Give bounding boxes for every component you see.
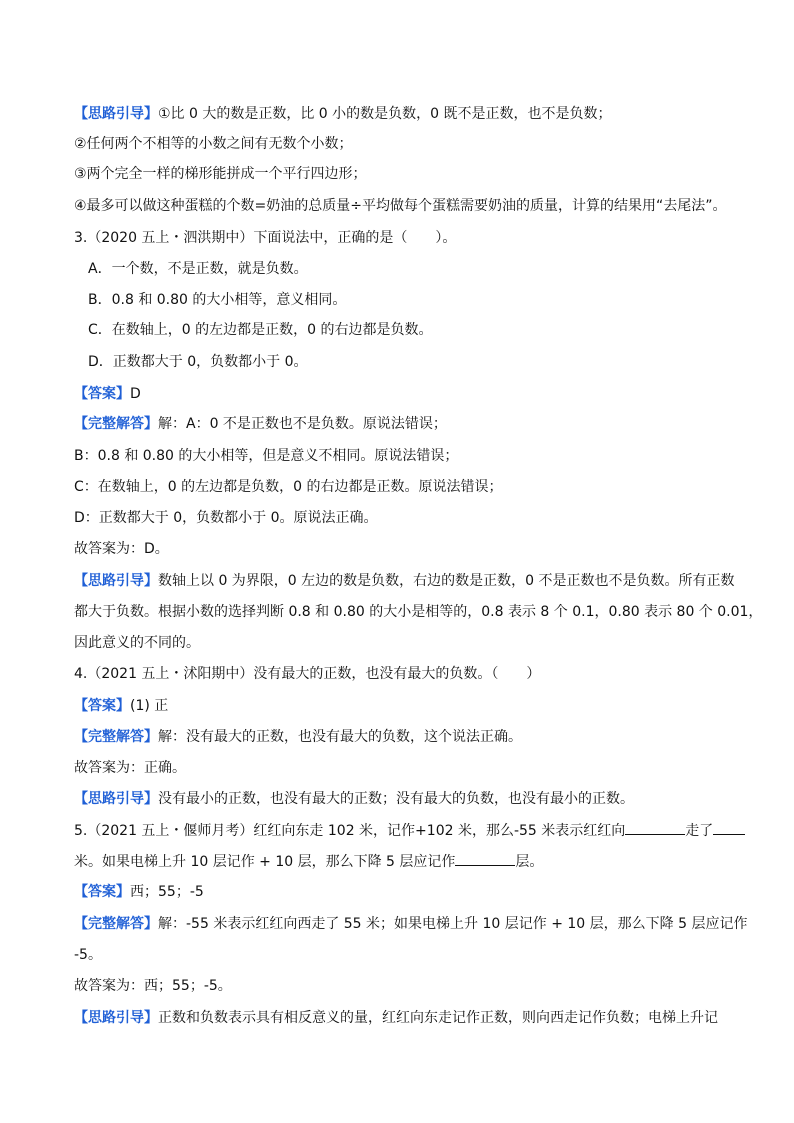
q5-solution-line-1 — [74, 914, 764, 934]
full-answer-tag: 【完整解答】 — [74, 916, 158, 932]
q5-stem-d: 层。 — [515, 854, 544, 870]
thinking-tag: 【思路引导】 — [74, 573, 158, 589]
answer-tag: 【答案】 — [74, 386, 130, 402]
q3-thinking-text: 数轴上以 0 为界限，0 左边的数是负数，右边的数是正数，0 不是正数也不是负数。所有正数 — [158, 573, 735, 589]
q5-thinking-text: 正数和负数表示具有相反意义的量，红红向东走记作正数，则向西走记作负数；电梯上升记 — [158, 1010, 718, 1026]
q5-answer — [74, 882, 764, 902]
thinking-tag: 【思路引导】 — [74, 106, 158, 122]
q5-blank-3[interactable] — [455, 851, 515, 866]
q5-solution-line-2: -5。 — [74, 947, 102, 963]
thinking-tag: 【思路引导】 — [74, 791, 158, 807]
q4-answer — [74, 696, 764, 716]
q5-thinking — [74, 1008, 764, 1028]
q3-solution-line-1 — [74, 414, 764, 434]
answer-tag: 【答案】 — [74, 884, 130, 900]
q4-solution-text: 解：没有最大的正数，也没有最大的负数，这个说法正确。 — [158, 729, 522, 745]
answer-tag: 【答案】 — [74, 698, 130, 714]
q5-blank-2[interactable] — [713, 820, 745, 835]
q4-conclusion: 故答案为：正确。 — [74, 760, 186, 776]
thinking-tag: 【思路引导】 — [74, 1010, 158, 1026]
q4-stem: 4.（2021 五上・沭阳期中）没有最大的正数，也没有最大的负数。（ ） — [74, 666, 541, 682]
q5-conclusion: 故答案为：西；55；-5。 — [74, 978, 232, 994]
full-answer-tag: 【完整解答】 — [74, 729, 158, 745]
q5-blank-1[interactable] — [625, 820, 685, 835]
q3-solution-line-2: B：0.8 和 0.80 的大小相等，但是意义不相同。原说法错误； — [74, 448, 459, 464]
prev-thinking-line-1 — [74, 104, 764, 124]
q3-answer-value: D — [130, 386, 141, 402]
prev-analysis-line-3: ③两个完全一样的梯形能拼成一个平行四边形； — [74, 166, 367, 182]
q3-option-c: C．在数轴上，0 的左边都是正数，0 的右边都是负数。 — [88, 322, 433, 338]
q3-option-a: A．一个数，不是正数，就是负数。 — [88, 261, 308, 277]
prev-analysis-line-4: ④最多可以做这种蛋糕的个数=奶油的总质量÷平均做每个蛋糕需要奶油的质量，计算的结果用“去尾法”。 — [74, 198, 727, 214]
q3-option-b: B．0.8 和 0.80 的大小相等，意义相同。 — [88, 292, 347, 308]
q3-thinking-line-3: 因此意义的不同的。 — [74, 635, 200, 651]
q3-solution-line-4: D：正数都大于 0，负数都小于 0。原说法正确。 — [74, 510, 378, 526]
q3-conclusion: 故答案为：D。 — [74, 541, 169, 557]
q3-answer — [74, 384, 764, 404]
q5-solution-text: 解：-55 米表示红红向西走了 55 米；如果电梯上升 10 层记作 + 10 层，那么下降 5 层应记作 — [158, 916, 748, 932]
full-answer-tag: 【完整解答】 — [74, 416, 158, 432]
prev-analysis-text: ①比 0 大的数是正数，比 0 小的数是负数，0 既不是正数，也不是负数； — [158, 106, 612, 122]
q5-stem-c: 米。如果电梯上升 10 层记作 + 10 层，那么下降 5 层应记作 — [74, 854, 456, 870]
q4-solution — [74, 727, 764, 747]
q3-option-d: D．正数都大于 0，负数都小于 0。 — [88, 354, 308, 370]
q5-stem-line-2 — [74, 851, 764, 872]
q4-thinking-text: 没有最小的正数，也没有最大的正数；没有最大的负数，也没有最小的正数。 — [158, 791, 634, 807]
q5-stem-a: 5.（2021 五上・偃师月考）红红向东走 102 米，记作+102 米，那么-55 米表示红红向 — [74, 823, 626, 839]
q3-thinking-line-2: 都大于负数。根据小数的选择判断 0.8 和 0.80 的大小是相等的，0.8 表示 8 个 0.1，0.80 表示 80 个 0.01， — [74, 604, 763, 620]
q5-answer-value: 西；55；-5 — [130, 884, 204, 900]
prev-analysis-line-2: ②任何两个不相等的小数之间有无数个小数； — [74, 136, 353, 152]
q3-solution-text: 解：A：0 不是正数也不是负数。原说法错误； — [158, 416, 447, 432]
q5-stem-line-1 — [74, 820, 764, 841]
q3-solution-line-3: C：在数轴上，0 的左边都是负数，0 的右边都是正数。原说法错误； — [74, 479, 503, 495]
q4-answer-value: (1) 正 — [130, 698, 169, 714]
q3-thinking-line-1 — [74, 571, 764, 591]
q3-stem: 3.（2020 五上・泗洪期中）下面说法中，正确的是（ ）。 — [74, 230, 457, 246]
q4-thinking — [74, 789, 764, 809]
q5-stem-b: 走了 — [685, 823, 714, 839]
